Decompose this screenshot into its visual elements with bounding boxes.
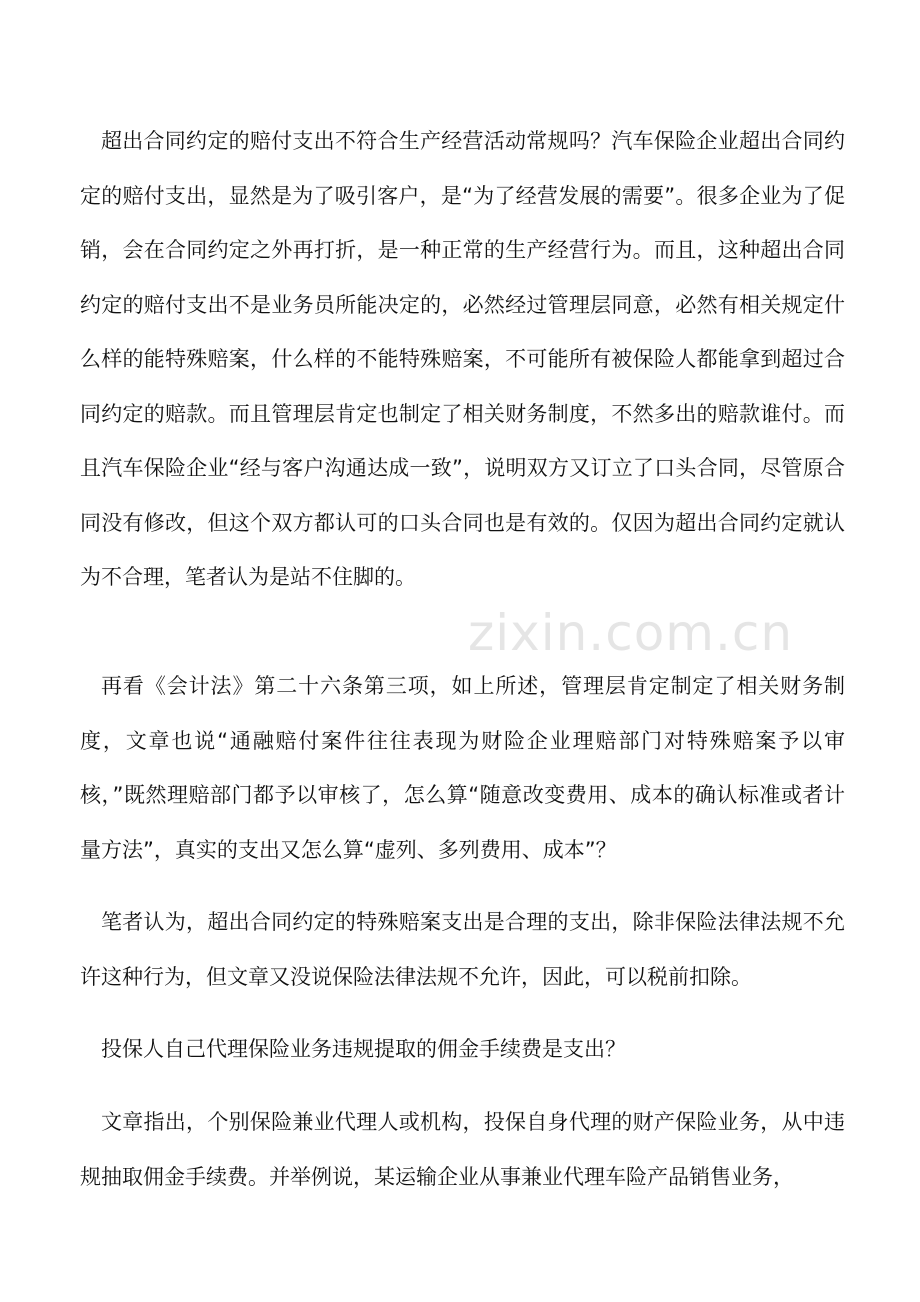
paragraph-2: 再看《会计法》第二十六条第三项，如上所述，管理层肯定制定了相关财务制度，文章也说“通融赔付案件往往表现为财险企业理赔部门对特殊赔案予以审核，”既然理赔部门都予以审核了，怎么算“随意改变费用、成本的确认标准或者计量方法”，真实的支出又怎么算“虚列、多列费用、成本”？: [80, 674, 845, 862]
paragraph-3: 笔者认为，超出合同约定的特殊赔案支出是合理的支出，除非保险法律法规不允许这种行为，但文章又没说保险法律法规不允许，因此，可以税前扣除。: [80, 910, 845, 989]
paragraph-1: 超出合同约定的赔付支出不符合生产经营活动常规吗？汽车保险企业超出合同约定的赔付支出，显然是为了吸引客户，是“为了经营发展的需要”。很多企业为了促销，会在合同约定之外再打折，是一种正常的生产经营行为。而且，这种超出合同约定的赔付支出不是业务员所能决定的，必然经过管理层同意，必然有相关规定什么样的能特殊赔案，什么样的不能特殊赔案，不可能所有被保险人都能拿到超过合同约定的赔款。而且管理层肯定也制定了相关财务制度，不然多出的赔款谁付。而且汽车保险企业“经与客户沟通达成一致”，说明双方又订立了口头合同，尽管原合同没有修改，但这个双方都认可的口头合同也是有效的。仅因为超出合同约定就认为不合理，笔者认为是站不住脚的。: [80, 129, 845, 589]
paragraph-4: 投保人自己代理保险业务违规提取的佣金手续费是支出？: [101, 1037, 626, 1061]
watermark: zixin.com.cn: [468, 604, 794, 662]
paragraph-5: 文章指出，个别保险兼业代理人或机构，投保自身代理的财产保险业务，从中违规抽取佣金手续费。并举例说，某运输企业从事兼业代理车险产品销售业务，: [80, 1110, 845, 1189]
